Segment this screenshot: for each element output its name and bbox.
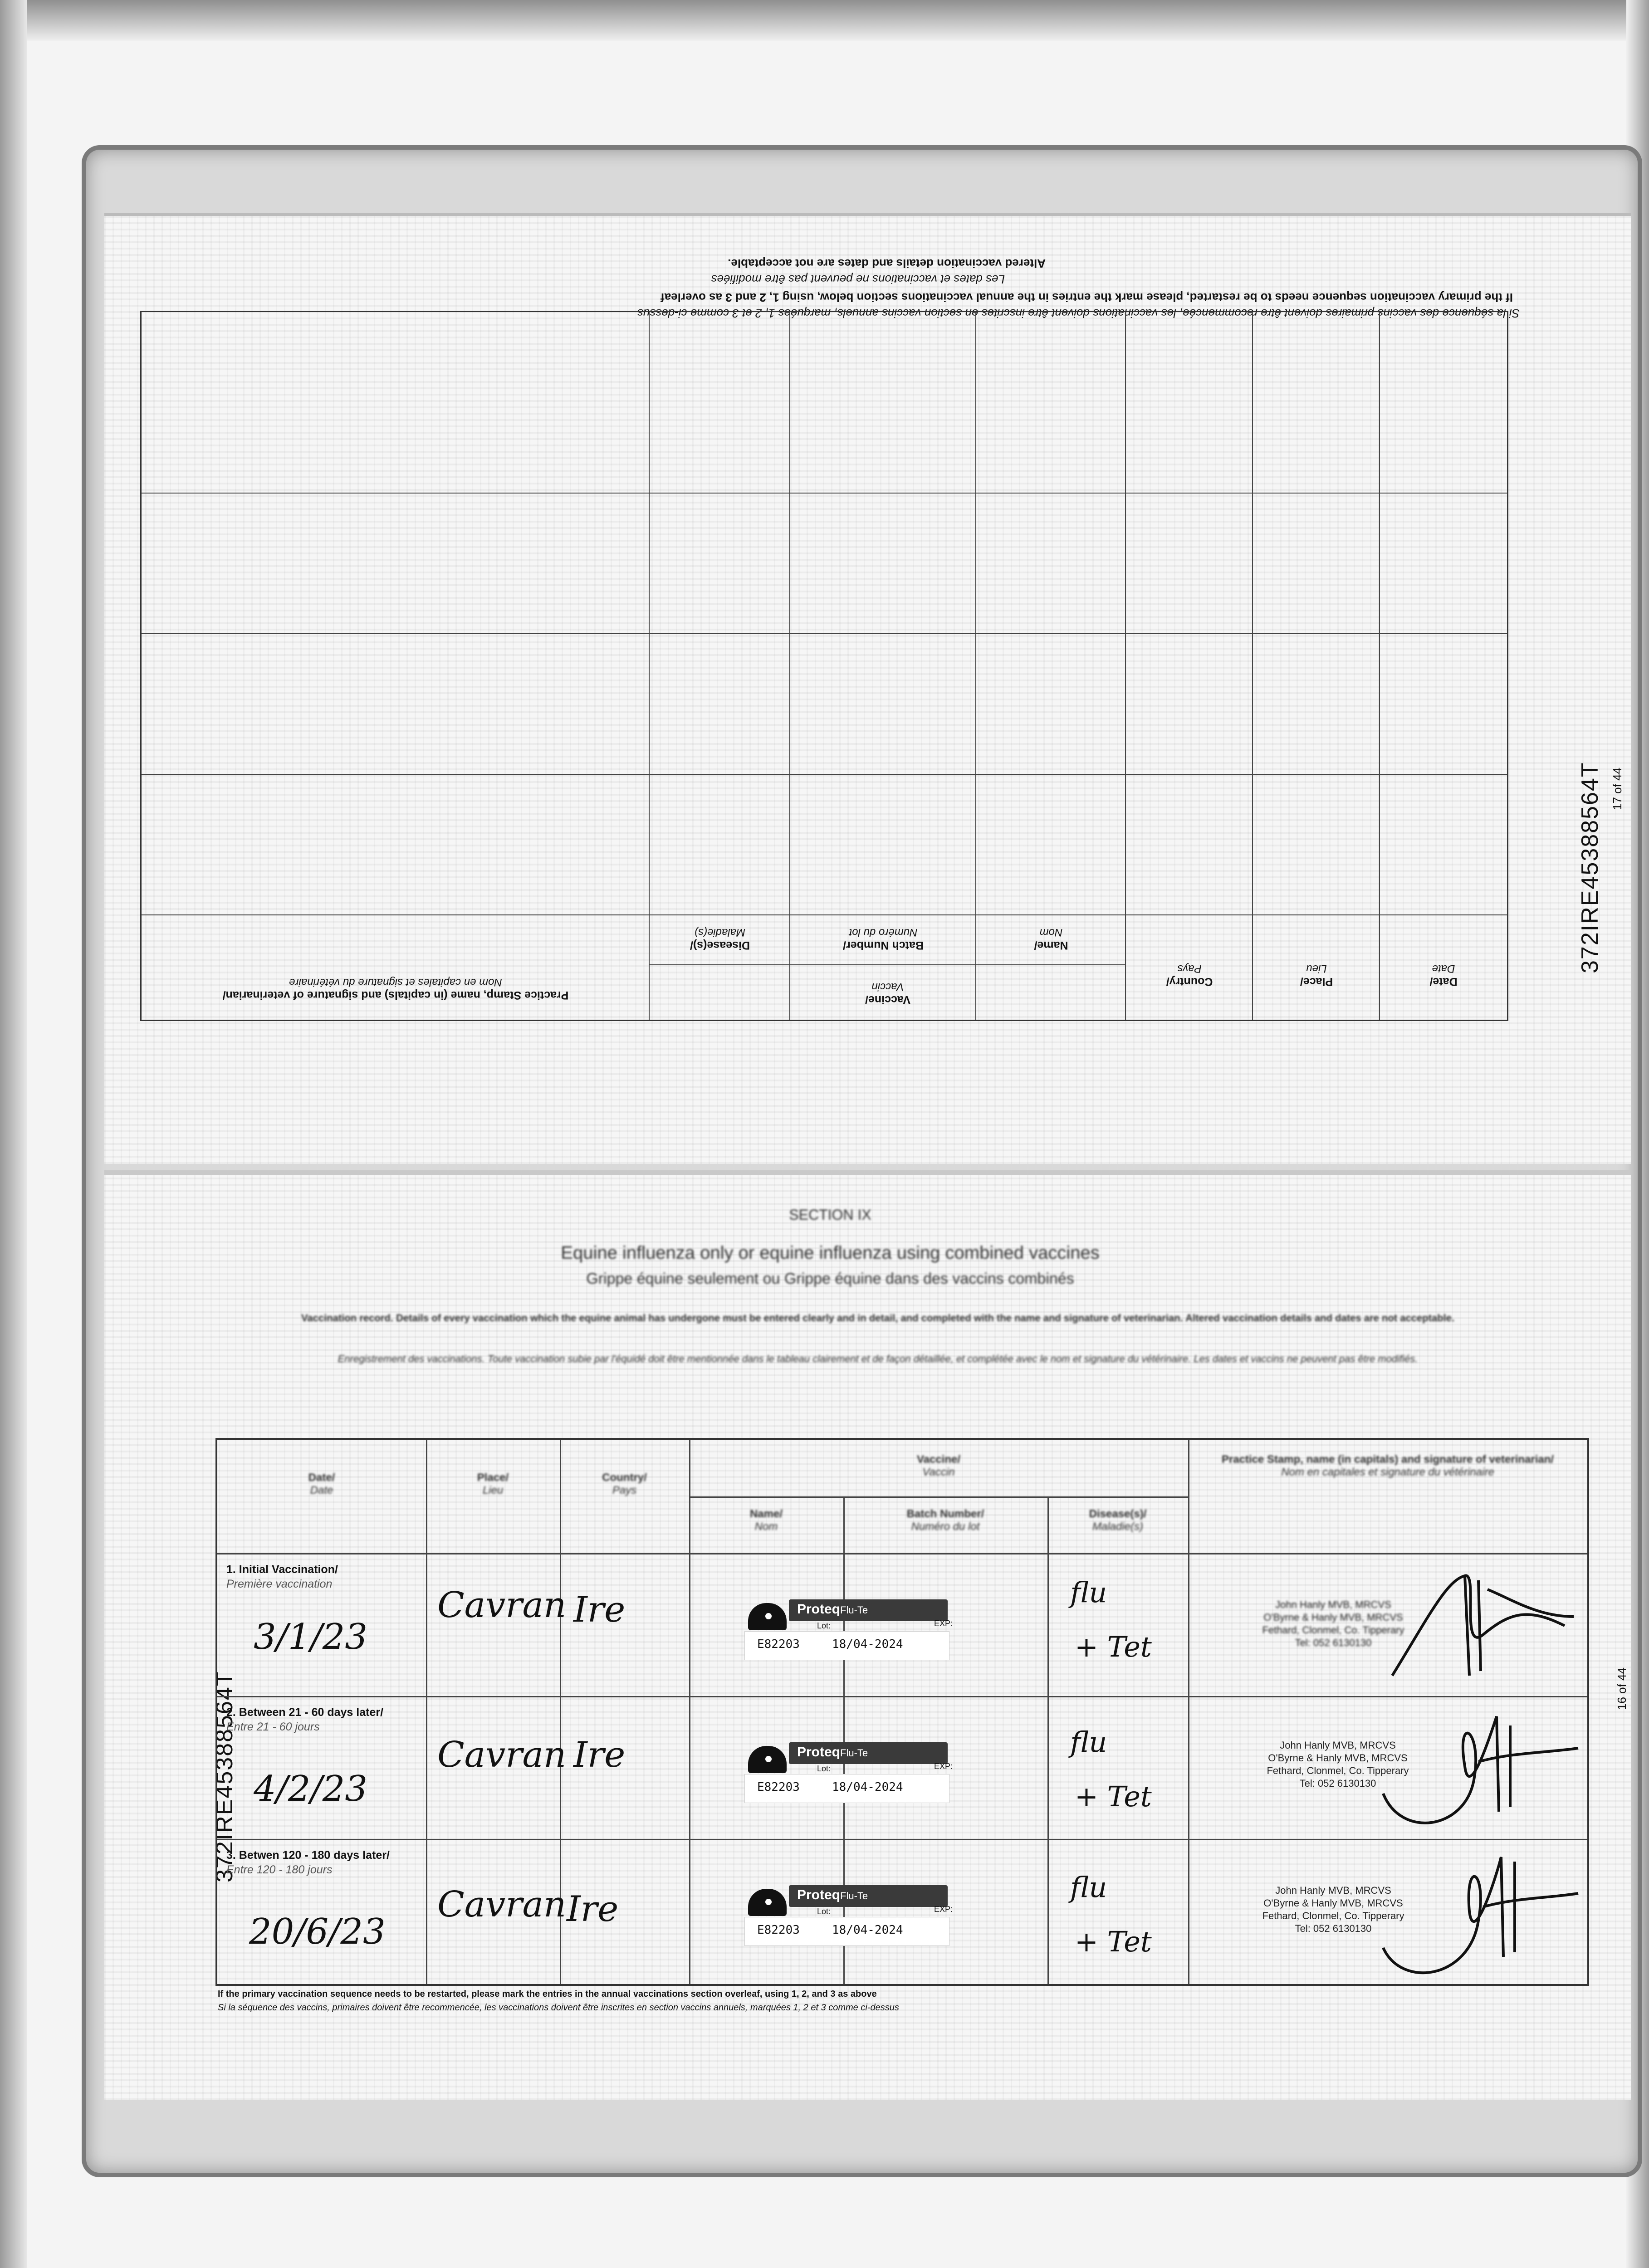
sticker-tab-icon	[748, 1603, 787, 1630]
row-3-place: Cavran	[437, 1884, 567, 1925]
page-number-bottom: 16 of 44	[1615, 1667, 1629, 1710]
sticker-brand: ProteqFlu-Te	[797, 1887, 868, 1902]
header-place-bottom: Place/ Lieu	[477, 1471, 509, 1496]
row-2-practice-stamp: John Hanly MVB, MRCVS O'Byrne & Hanly MVB, MRCVS Fethard, Clonmel, Co. Tipperary Tel: 052 6130130	[1267, 1740, 1409, 1789]
header-row-line	[142, 914, 1507, 915]
row-2-batch: E82203	[757, 1780, 800, 1794]
row-1-place: Cavran	[437, 1585, 567, 1626]
row-line-1	[142, 774, 1507, 775]
header-name: Name/ Nom	[1034, 926, 1068, 952]
col-country	[1125, 312, 1253, 1020]
hline-vaccine-sub	[689, 1496, 1188, 1498]
row-line-3	[142, 493, 1507, 494]
row-2-disease-1: flu	[1070, 1725, 1107, 1759]
row-1-label: 1. Initial Vaccination/ Première vaccination	[226, 1563, 338, 1590]
header-country: Country/ Pays	[1166, 963, 1213, 988]
sticker-tab-icon	[748, 1746, 787, 1773]
sticker-brand: ProteqFlu-Te	[797, 1745, 868, 1760]
section-subtitle: Grippe équine seulement ou Grippe équine dans des vaccins combinés	[586, 1270, 1074, 1287]
scan-shadow-left	[0, 0, 27, 2268]
header-vaccine-bottom: Vaccine/ Vaccin	[916, 1453, 961, 1478]
row-1-disease-1: flu	[1070, 1576, 1107, 1609]
row-2-expiry: 18/04-2024	[832, 1780, 903, 1794]
vline-5	[1047, 1496, 1049, 1984]
header-batch: Batch Number/ Numéro du lot	[843, 926, 924, 952]
sticker-exp-label: EXP:	[934, 1619, 953, 1628]
row-2-date: 4/2/23	[254, 1769, 368, 1809]
row-1-expiry: 18/04-2024	[832, 1637, 903, 1651]
primary-vaccination-table	[215, 1438, 1589, 1986]
row-2-country: Ire	[573, 1735, 626, 1775]
sticker-lot-label: Lot:	[817, 1621, 831, 1630]
row-3-expiry: 18/04-2024	[832, 1923, 903, 1937]
row-1-practice-stamp: John Hanly MVB, MRCVS O'Byrne & Hanly MVB, MRCVS Fethard, Clonmel, Co. Tipperary Tel: 052 6130130	[1262, 1599, 1404, 1648]
hline-row2	[217, 1839, 1587, 1840]
header-practice: Practice Stamp, name (in capitals) and signature of veterinarian/ Nom en capitales et signature du vétérinaire	[222, 976, 569, 1002]
row-3-practice-stamp: John Hanly MVB, MRCVS O'Byrne & Hanly MVB, MRCVS Fethard, Clonmel, Co. Tipperary Tel: 052 6130130	[1262, 1885, 1404, 1934]
row-1-batch: E82203	[757, 1637, 800, 1651]
sticker-exp-label: EXP:	[934, 1905, 953, 1914]
header-country-bottom: Country/ Pays	[602, 1471, 647, 1496]
row-3-signature	[1370, 1843, 1583, 1984]
row-3-country: Ire	[567, 1889, 619, 1930]
col-place	[1252, 312, 1380, 1020]
row-2-disease-2: + Tet	[1075, 1780, 1152, 1813]
page-16	[104, 1170, 1631, 2100]
sticker-tab-icon	[748, 1889, 787, 1916]
header-batch-bottom: Batch Number/ Numéro du lot	[906, 1508, 984, 1533]
header-vaccine: Vaccine/ Vaccin	[865, 981, 911, 1006]
row-2-place: Cavran	[437, 1735, 567, 1775]
row-3-disease-2: + Tet	[1075, 1925, 1152, 1958]
header-place: Place/ Lieu	[1300, 963, 1333, 988]
instructions-en: Vaccination record. Details of every vaccination which the equine animal has undergone must be entered clearly and in detail, and completed with the name and signature of veterinarian. Altered vaccination details and dates are not acceptable.	[301, 1312, 1455, 1324]
altered-note: Altered vaccination details and dates are not acceptable.	[728, 257, 1046, 270]
row-1-country: Ire	[573, 1589, 626, 1630]
row-1-disease-2: + Tet	[1075, 1630, 1152, 1663]
sticker-exp-label: EXP:	[934, 1762, 953, 1771]
row-3-vaccine-sticker	[739, 1880, 952, 1950]
row-2-vaccine-sticker	[739, 1737, 952, 1807]
section-title: Equine influenza only or equine influenza using combined vaccines	[561, 1243, 1100, 1263]
hline-row1	[217, 1696, 1587, 1697]
vline-6	[1188, 1440, 1189, 1984]
sticker-lot-label: Lot:	[817, 1764, 831, 1773]
instructions-fr: Enregistrement des vaccinations. Toute vaccination subie par l'équidé doit être mentionnée dans le tableau clairement et de façon détaillée, et complétée avec le nom et signature du vétérinaire. Les dates et vaccins ne peuvent pas être modifiés.	[338, 1353, 1418, 1364]
page-17-rotated-content	[104, 216, 1631, 1164]
sticker-brand: ProteqFlu-Te	[797, 1602, 868, 1617]
header-date-bottom: Date/ Date	[308, 1471, 335, 1496]
page-17	[104, 213, 1631, 1164]
row-1-vaccine-sticker	[739, 1594, 952, 1664]
hline-header	[217, 1553, 1587, 1554]
header-disease: Disease(s)/ Maladie(s)	[690, 926, 750, 952]
col-disease	[649, 312, 790, 1020]
footer-restart-note-fr: Si la séquence des vaccins, primaires doivent être recommencée, les vaccinations doivent être inscrites en section vaccins annuels, marquées 1, 2 et 3 comme ci-dessus	[218, 2003, 899, 2013]
header-disease-bottom: Disease(s)/ Maladie(s)	[1089, 1508, 1147, 1533]
row-line-2	[142, 633, 1507, 634]
row-1-date: 3/1/23	[254, 1617, 368, 1657]
sticker-lot-label: Lot:	[817, 1907, 831, 1916]
section-label: SECTION IX	[789, 1207, 871, 1223]
scan-shadow-top	[0, 0, 1649, 41]
document-ref-bottom: 372IRE45388564T	[211, 1671, 238, 1882]
altered-note-fr: Les dates et vaccinations ne peuvent pas être modifiées	[711, 273, 1005, 286]
col-vaccine-name	[975, 312, 1126, 1020]
page-number-top: 17 of 44	[1610, 767, 1624, 810]
col-batch	[789, 312, 976, 1020]
vaccine-subheader-line	[650, 964, 1126, 965]
footer-restart-note: If the primary vaccination sequence needs to be restarted, please mark the entries in the annual vaccinations section overleaf, using 1, 2, and 3 as above	[218, 1989, 877, 1999]
annual-vaccination-table	[140, 311, 1508, 1021]
document-ref-top-label: 372IRE45388564T	[1577, 762, 1603, 973]
row-3-batch: E82203	[757, 1923, 800, 1937]
vline-1	[426, 1440, 427, 1984]
header-date: Date/ Date	[1429, 963, 1458, 988]
row-1-signature	[1374, 1562, 1583, 1689]
col-date	[1379, 312, 1507, 1020]
row-2-label: 2. Between 21 - 60 days later/ Entre 21 - 60 jours	[226, 1706, 384, 1733]
restart-note-fr: Si la séquence des vaccins primaires doivent être recommencée, les vaccinations doivent être inscrites en section vaccins annuels, marquées 1, 2 et 3 comme ci-dessus	[637, 307, 1520, 320]
row-2-signature	[1374, 1703, 1583, 1839]
row-3-label: 3. Betwen 120 - 180 days later/ Entre 120 - 180 jours	[226, 1849, 390, 1876]
row-3-date: 20/6/23	[249, 1911, 386, 1952]
header-name-bottom: Name/ Nom	[749, 1508, 783, 1533]
header-practice-bottom: Practice Stamp, name (in capitals) and signature of veterinarian/ Nom en capitales et signature du vétérinaire	[1221, 1453, 1554, 1478]
row-3-disease-1: flu	[1070, 1871, 1107, 1904]
restart-note: If the primary vaccination sequence needs to be restarted, please mark the entries in the annual vaccinations section below, using 1, 2 and 3 as overleaf	[661, 291, 1513, 304]
